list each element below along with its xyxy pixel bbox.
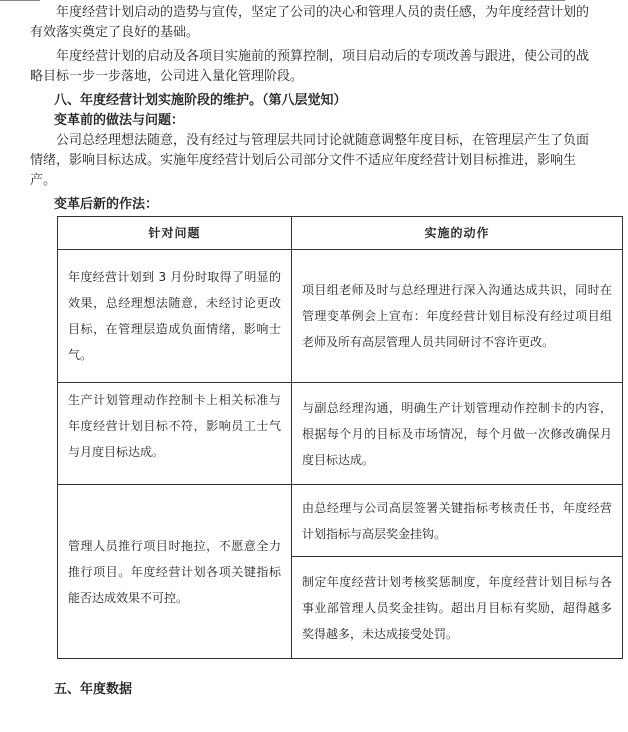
problem-cell: 生产计划管理动作控制卡上相关标准与年度经营计划目标不符，影响员工士气与月度目标达成。 (58, 383, 292, 485)
intro-paragraph-1: 年度经营计划启动的造势与宣传，坚定了公司的决心和管理人员的责任感，为年度经营计划的有效落实奠定了良好的基础。 (30, 5, 590, 40)
table-row (58, 250, 623, 383)
action-cell: 制定年度经营计划考核奖惩制度，年度经营计划目标与各事业部管理人员奖金挂钩。超出月目标有奖励，超得越多奖得越多，未达成接受处罚。 (292, 557, 623, 659)
table-header-row (58, 217, 623, 250)
action-cell: 项目组老师及时与总经理进行深入沟通达成共识，同时在管理变革例会上宣布：年度经营计划目标没有经过项目组老师及所有高层管理人员共同研讨不容许更改。 (292, 250, 623, 383)
table-row (58, 485, 623, 557)
header-problem: 针对问题 (58, 217, 292, 250)
problem-cell: 年度经营计划到 3 月份时取得了明显的效果，总经理想法随意，未经讨论更改目标，在管理层造成负面情绪，影响士气。 (58, 250, 292, 383)
top-rule-right (520, 0, 565, 1)
problem-cell: 管理人员推行项目时拖拉，不愿意全力推行项目。年度经营计划各项关键指标能否达成效果不可控。 (58, 485, 292, 659)
before-paragraph: 公司总经理想法随意，没有经过与管理层共同讨论就随意调整年度目标，在管理层产生了负面情绪，影响目标达成。实施年度经营计划后公司部分文件不适应年度经营计划目标推进，影响生产。 (30, 133, 590, 188)
before-heading: 变革前的做法与问题： (54, 113, 185, 128)
action-cell: 与副总经理沟通，明确生产计划管理动作控制卡的内容，根据每个月的目标及市场情况，每个月做一次修改确保月度目标达成。 (292, 383, 623, 485)
intro-paragraph-2: 年度经营计划的启动及各项目实施前的预算控制，项目启动后的专项改善与跟进，使公司的战略目标一步一步落地，公司进入量化管理阶段。 (30, 49, 590, 84)
measures-table (57, 216, 623, 659)
after-heading: 变革后新的作法： (54, 197, 159, 212)
action-cell: 由总经理与公司高层签署关键指标考核责任书，年度经营计划指标与高层奖金挂钩。 (292, 485, 623, 557)
section-5-title: 五、年度数据 (54, 682, 133, 697)
header-action: 实施的动作 (292, 217, 623, 250)
top-rule-left (0, 0, 40, 1)
table-row (58, 383, 623, 485)
section-8-title: 八、年度经营计划实施阶段的维护。（第八层觉知） (54, 93, 347, 108)
